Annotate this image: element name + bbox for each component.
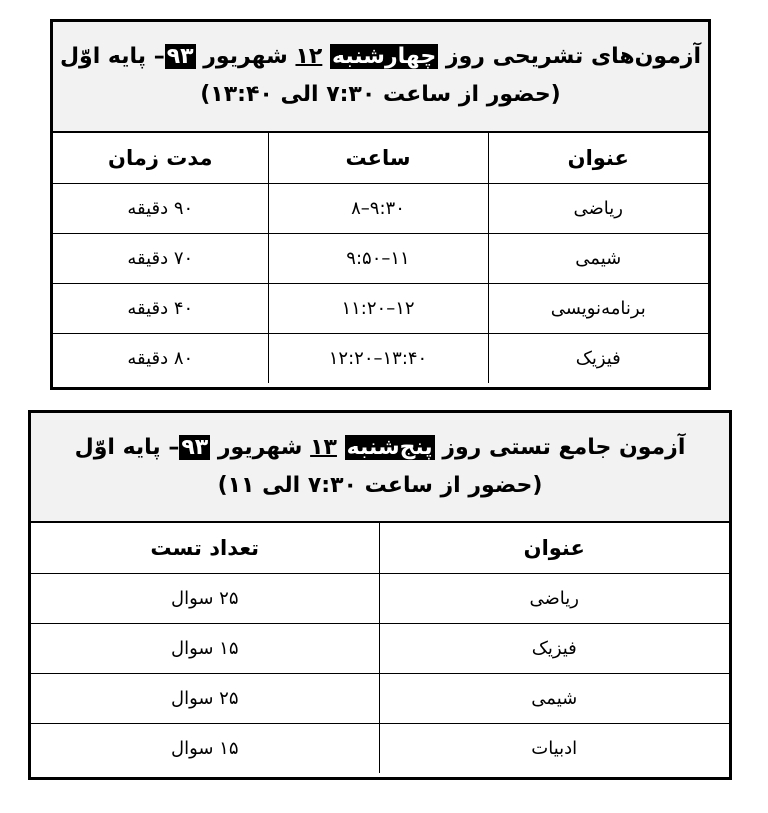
cell-subject: شیمی	[488, 233, 708, 283]
table-row	[53, 333, 708, 383]
cell-subject: فیزیک	[379, 623, 729, 673]
cell-time: ۱۱:۲۰–۱۲	[268, 283, 488, 333]
month: شهریور	[210, 435, 311, 460]
written-exams-table	[50, 19, 711, 390]
cell-subject: شیمی	[379, 673, 729, 723]
title-space	[337, 435, 345, 460]
cell-duration: ۸۰ دقیقه	[53, 333, 268, 383]
cell-subject: برنامه‌نویسی	[488, 283, 708, 333]
table-title	[53, 38, 708, 76]
table-row	[53, 183, 708, 233]
attendance-time: (حضور از ساعت ۷:۳۰ الی ۱۱)	[217, 473, 543, 498]
table-row	[53, 233, 708, 283]
highlighted-day: پنج‌شنبه	[346, 435, 433, 460]
cell-time: ۸–۹:۳۰	[268, 183, 488, 233]
table-header	[53, 22, 708, 133]
cell-duration: ۷۰ دقیقه	[53, 233, 268, 283]
test-grid	[31, 523, 729, 773]
column-header-subject: عنوان	[488, 133, 708, 183]
column-header-row	[31, 523, 729, 573]
cell-duration: ۴۰ دقیقه	[53, 283, 268, 333]
cell-duration: ۹۰ دقیقه	[53, 183, 268, 233]
cell-question-count: ۱۵ سوال	[31, 723, 379, 773]
cell-subject: ریاضی	[379, 573, 729, 623]
grade-text: – پایه اوّل	[74, 435, 180, 460]
month: شهریور	[195, 44, 296, 69]
table-row	[53, 283, 708, 333]
highlighted-year: ۹۳	[181, 435, 209, 460]
table-row	[31, 723, 729, 773]
cell-question-count: ۲۵ سوال	[31, 573, 379, 623]
column-header-subject: عنوان	[379, 523, 729, 573]
title-text: آزمون‌های تشریحی روز	[438, 44, 702, 69]
column-header-duration: مدت زمان	[53, 133, 268, 183]
table-row	[31, 573, 729, 623]
cell-subject: ریاضی	[488, 183, 708, 233]
highlighted-year: ۹۳	[166, 44, 194, 69]
schedule-grid	[53, 133, 708, 383]
date-day: ۱۲	[295, 44, 323, 69]
grade-text: – پایه اوّل	[59, 44, 165, 69]
title-text: آزمون جامع تستی روز	[434, 435, 686, 460]
date-day: ۱۳	[310, 435, 337, 460]
cell-subject: فیزیک	[488, 333, 708, 383]
attendance-time: (حضور از ساعت ۷:۳۰ الی ۱۳:۴۰)	[200, 82, 561, 107]
cell-time: ۱۲:۲۰–۱۳:۴۰	[268, 333, 488, 383]
column-header-question-count: تعداد تست	[31, 523, 379, 573]
cell-subject: ادبیات	[379, 723, 729, 773]
table-row	[31, 623, 729, 673]
column-header-time: ساعت	[268, 133, 488, 183]
table-header	[31, 413, 729, 523]
highlighted-day: چهارشنبه	[332, 44, 437, 69]
cell-time: ۹:۵۰–۱۱	[268, 233, 488, 283]
cell-question-count: ۲۵ سوال	[31, 673, 379, 723]
table-row	[31, 673, 729, 723]
cell-question-count: ۱۵ سوال	[31, 623, 379, 673]
title-space	[322, 44, 330, 69]
table-title	[31, 429, 729, 467]
comprehensive-test-table	[28, 410, 732, 780]
column-header-row	[53, 133, 708, 183]
